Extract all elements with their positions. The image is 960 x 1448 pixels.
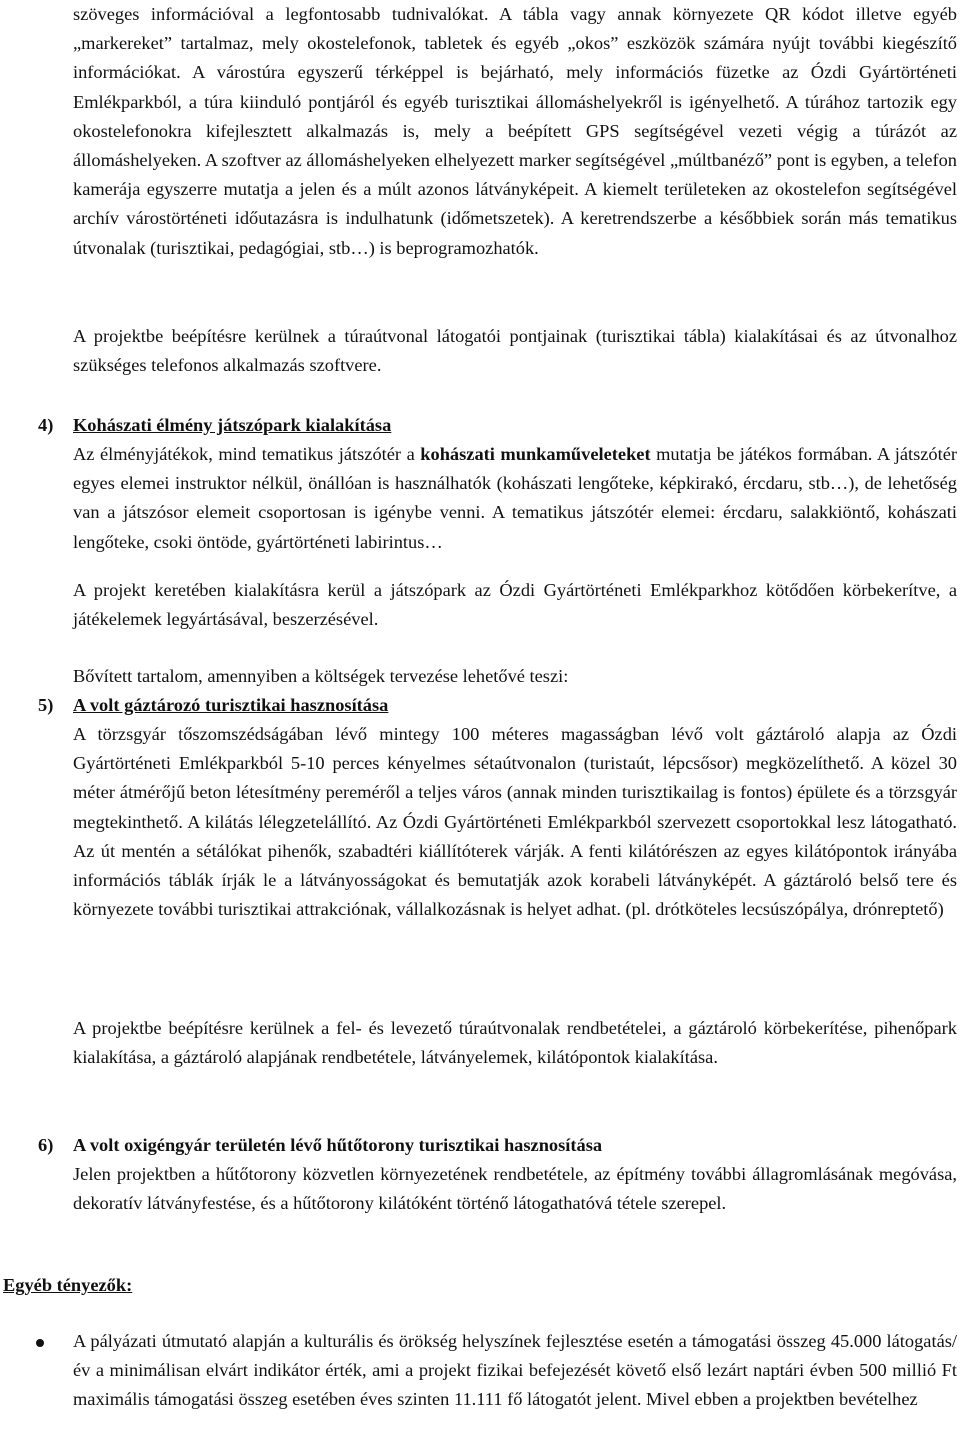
section-4-heading — [38, 411, 957, 440]
extended-content-label: Bővített tartalom, amennyiben a költségek tervezése lehetővé teszi: — [73, 666, 569, 686]
section-5-paragraph-2: A projektbe beépítésre kerülnek a fel- és levezető túraútvonalak rendbetételei, a gáztároló körbekerítése, pihenőpark kialakítása, a gáztároló alapjának rendbetétele, látványelemek, kilátópontok kialakítása. — [73, 1018, 957, 1068]
section-4-number: 4) — [38, 415, 54, 435]
section-4-paragraph-1 — [73, 440, 957, 557]
intro-paragraph-2: A projektbe beépítésre kerülnek a túraútvonal látogatói pontjainak (turisztikai tábla) kialakításai és az útvonalhoz szükséges telefonos alkalmazás szoftvere. — [73, 326, 957, 376]
section-6-paragraph-1: Jelen projektben a hűtőtorony közvetlen környezetének rendbetétele, az építmény további állagromlásának megóvása, dekoratív látványfestése, és a hűtőtorony kilátóként történő látogathatóvá tétele szerepel. — [73, 1164, 957, 1214]
section-5-paragraph-1: A törzsgyár tőszomszédságában lévő mintegy 100 méteres magasságban lévő volt gáztároló alapja az Ózdi Gyártörténeti Emlékparkból 5-10 perces kényelmes sétaútvonalon (turistaút, lépcsősor) megközelíthető. A közel 30 méter átmérőjű beton létesítmény pereméről a teljes város (annak minden turisztikailag is fontos) épülete és a törzsgyár megtekinthető. A kilátás lélegzetelállító. Az Ózdi Gyártörténeti Emlékparkból szervezett csoportokkal lesz látogatható. Az út mentén a sétálókat pihenők, szabadtéri kiállítóterek várják. A fenti kilátórészen az egyes kilátópontok irányába információs táblák írják le a látványosságokat és bemutatják azok korabeli látványképét. A gáztároló belső tere és környezete további turisztikai attrakciónak, vállalkozásnak is helyet adhat. (pl. drótköteles lecsúszópálya, drónreptető) — [73, 724, 957, 920]
bullet-text: A pályázati útmutató alapján a kulturális és örökség helyszínek fejlesztése esetén a támogatási összeg 45.000 látogatás/év a minimálisan elvárt indikátor érték, ami a projekt fizikai befejezését követő első lezárt naptári évben 500 millió Ft maximális támogatási összeg esetében éves szinten 11.111 fő látogatót jelent. Mivel ebben a projektben bevételhez — [73, 1331, 957, 1410]
other-factors-heading: Egyéb tényezők: — [3, 1275, 133, 1295]
section-4-paragraph-2: A projekt keretében kialakításra kerül a játszópark az Ózdi Gyártörténeti Emlékparkhoz kötődően körbekerítve, a játékelemek legyártásával, beszerzésével. — [73, 580, 957, 630]
section-4-p1-bold: kohászati munkaműveleteket — [420, 444, 651, 464]
section-5-number: 5) — [38, 695, 54, 715]
section-5-title: A volt gáztározó turisztikai hasznosítása — [73, 695, 389, 715]
section-5-heading — [38, 691, 957, 720]
intro-paragraph: szöveges információval a legfontosabb tudnivalókat. A tábla vagy annak környezete QR kódot illetve egyéb „markereket” tartalmaz, mely okostelefonok, tabletek és egyéb „okos” eszközök számára nyújt további kiegészítő információkat. A várostúra egyszerű térképpel is bejárható, mely információs füzetke az Ózdi Gyártörténeti Emlékparkból, a túra kiinduló pontjáról és egyéb turisztikai állomáshelyekről is igényelhető. A túrához tartozik egy okostelefonokra kifejlesztett alkalmazás is, mely a beépített GPS segítségével vezeti végig a túrázót az állomáshelyeken. A szoftver az állomáshelyeken elhelyezett marker segítségével „múltbanéző” pont is egyben, a telefon kamerája egyszerre mutatja a jelen és a múlt azonos látványképeit. A kiemelt területeken az okostelefon segítségével archív várostörténeti időutazásra is indulhatunk (időmetszetek). A keretrendszerbe a későbbiek során más tematikus útvonalak (turisztikai, pedagógiai, stb…) is beprogramozhatók. — [73, 4, 957, 258]
section-6-number: 6) — [38, 1135, 54, 1155]
section-6-title: A volt oxigéngyár területén lévő hűtőtorony turisztikai hasznosítása — [73, 1135, 603, 1155]
section-6-heading — [38, 1131, 957, 1160]
bullet-dot-icon — [36, 1339, 44, 1347]
section-4-p1-b: mutatja be játékos formában. A játszótér egyes elemei instruktor nélkül, önállóan is használhatók (kohászati lengőteke, képkirakó, ércdaru, stb…), de lehetőség van a játszósor elemeit csoportosan is igénybe venni. A tematikus játszótér elemei: ércdaru, salakkiöntő, kohászati lengőteke, csoki öntöde, gyártörténeti labirintus… — [73, 444, 958, 552]
section-4-p1-a: Az élményjátékok, mind tematikus játszótér a — [73, 444, 421, 464]
section-4-title: Kohászati élmény játszópark kialakítása — [73, 415, 392, 435]
